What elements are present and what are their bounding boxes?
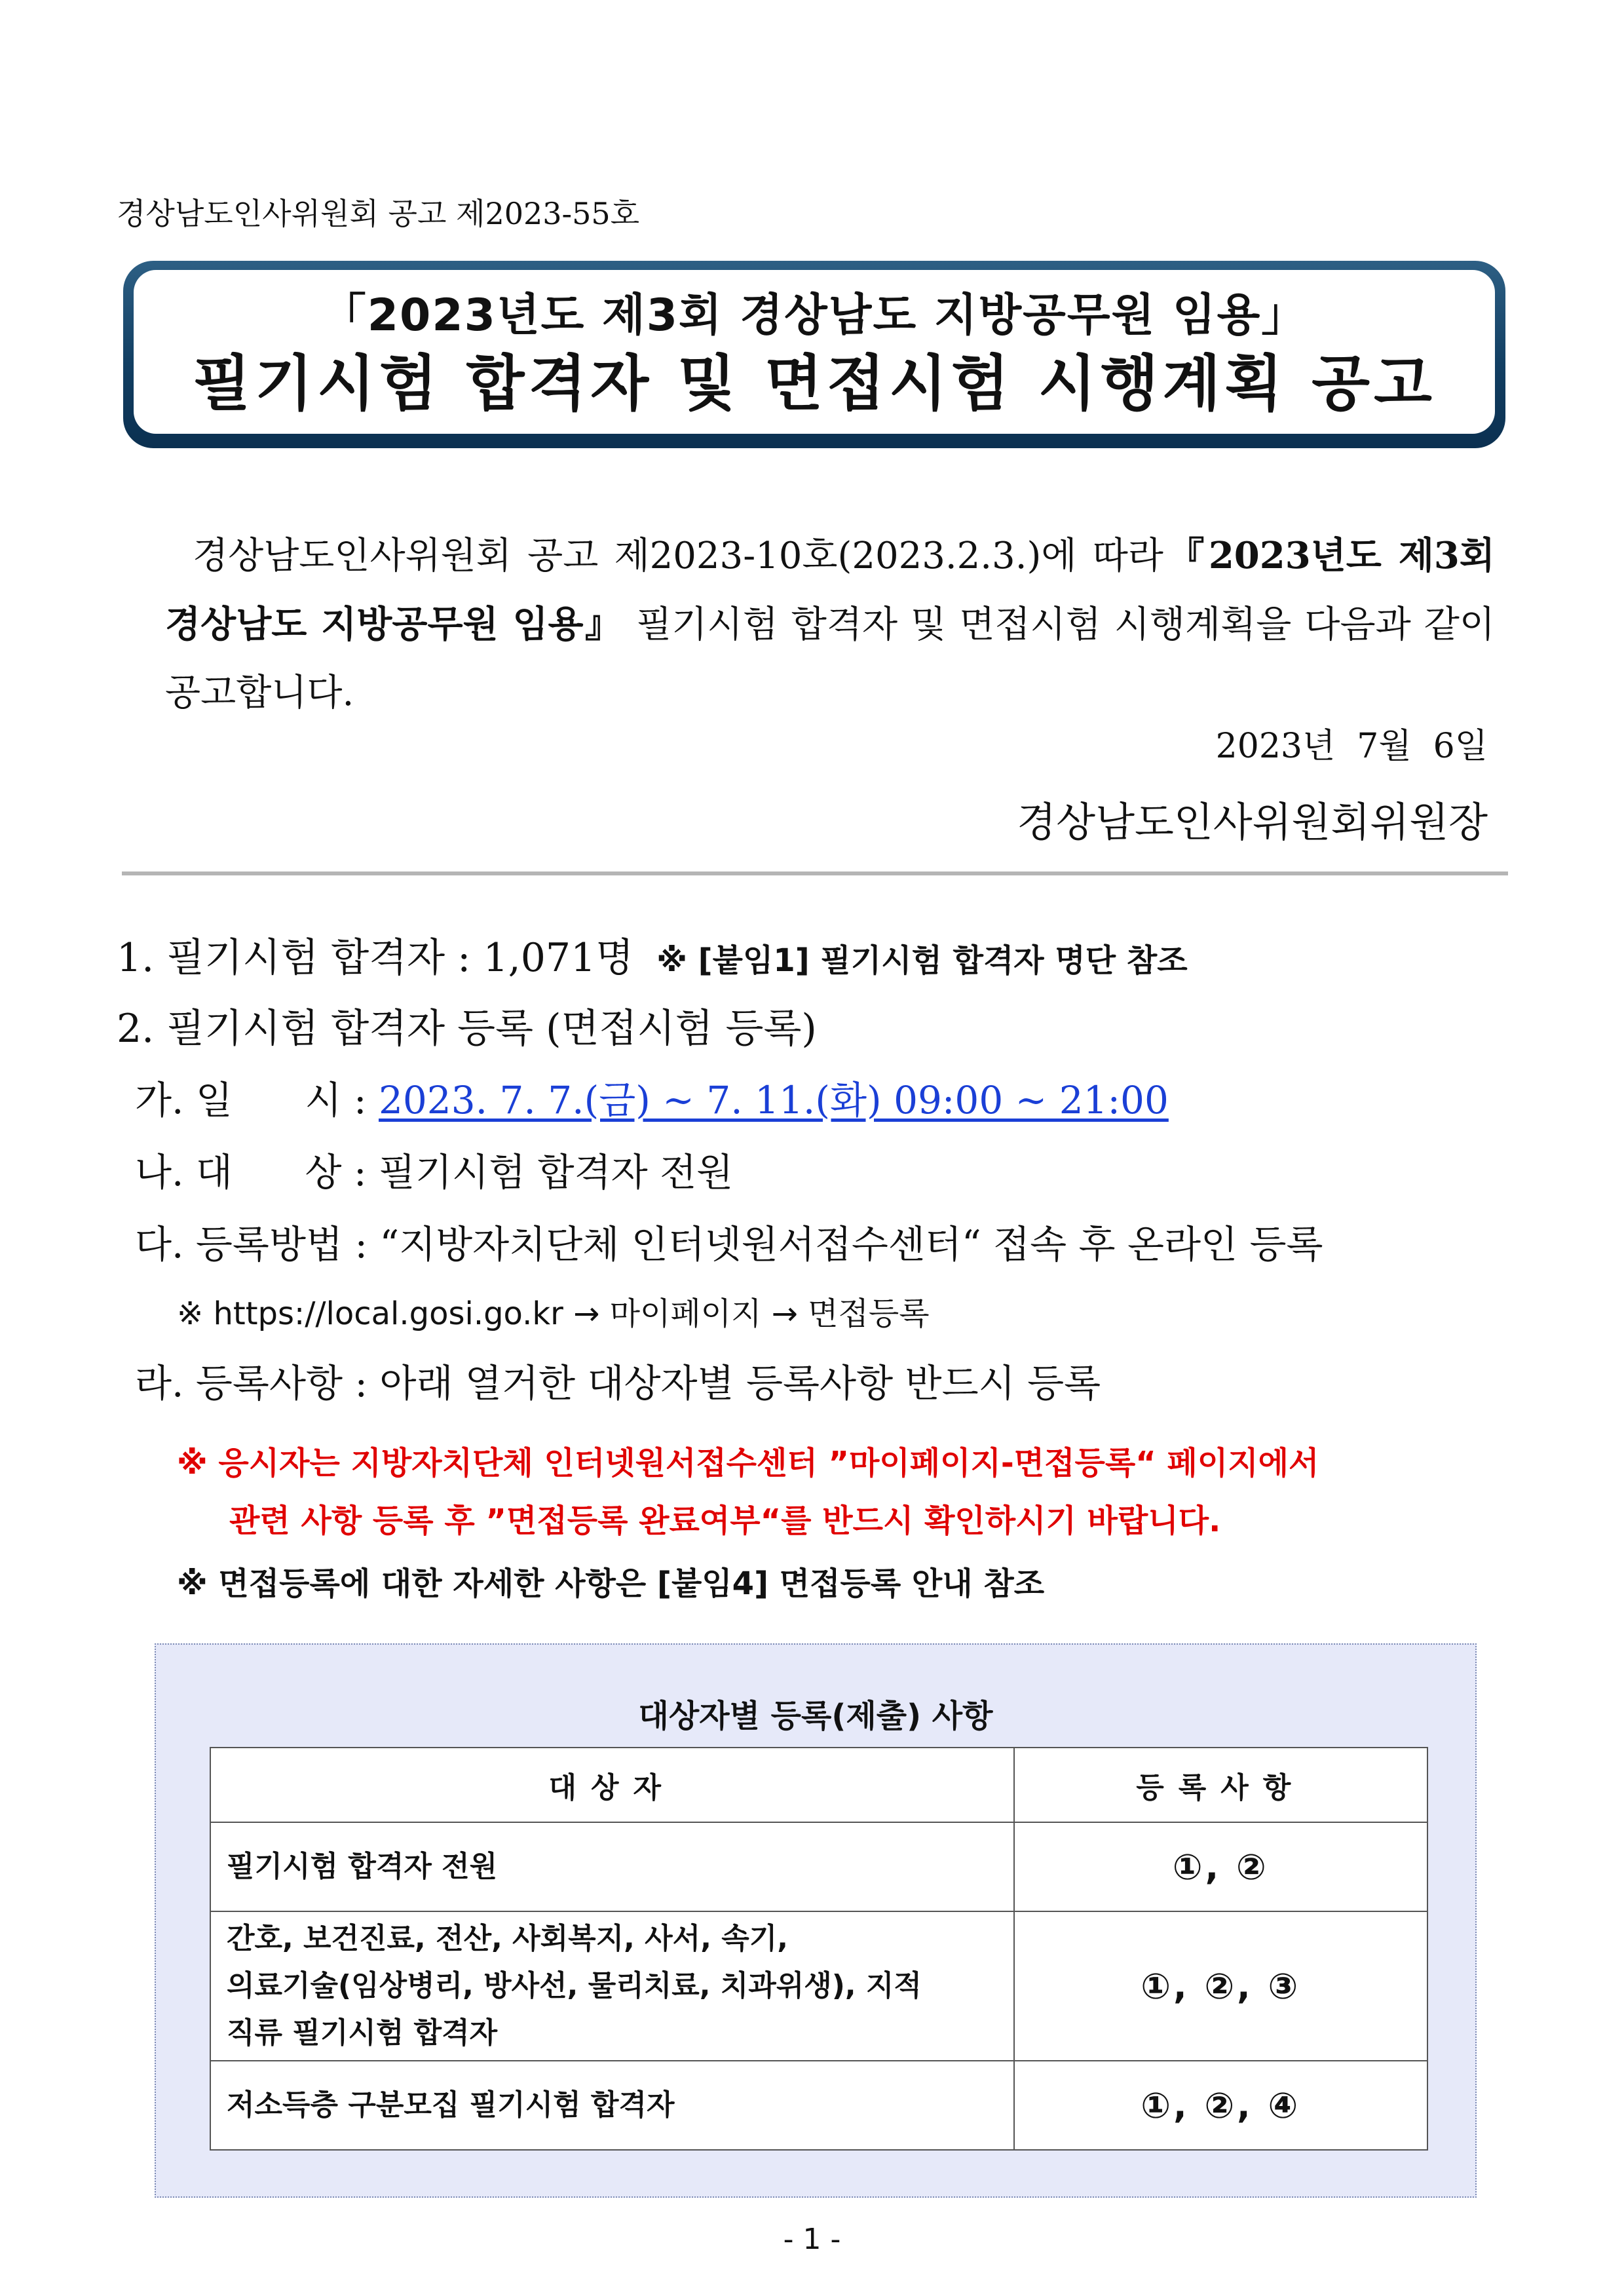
- item-items-label: 라. 등록사항 :: [135, 1361, 380, 1406]
- item-items: [135, 1352, 1101, 1407]
- item-target-value: 필기시험 합격자 전원: [379, 1150, 734, 1195]
- items-cell: ①, ②, ④: [1014, 2061, 1427, 2150]
- registration-table: [210, 1747, 1428, 2151]
- divider: [122, 871, 1508, 875]
- target-cell: [210, 1822, 1014, 1911]
- intro-paragraph: [165, 522, 1495, 727]
- section-2-label: 2. 필기시험 합격자 등록 (면접시험 등록): [117, 1006, 817, 1052]
- header-target: 대상자: [210, 1748, 1014, 1822]
- item-target-label: 나. 대 상 :: [135, 1150, 379, 1195]
- table-title: 대상자별 등록(제출) 사항: [638, 1698, 993, 1734]
- item-method-value: “지방자치단체 인터넷원서접수센터“ 접속 후 온라인 등록: [379, 1222, 1323, 1267]
- section-1-note: ※ [붙임1] 필기시험 합격자 명단 참조: [656, 942, 1188, 979]
- items-cell: ①, ②, ③: [1014, 1911, 1427, 2061]
- target-text: 직류 필기시험 합격자: [227, 2016, 498, 2050]
- title-line-2: 필기시험 합격자 및 면접시험 시행계획 공고: [193, 349, 1436, 419]
- item-schedule-label: 가. 일 시 :: [135, 1078, 379, 1122]
- table-row: [210, 1911, 1427, 2061]
- item-schedule: [135, 1069, 1169, 1124]
- item-target: [135, 1141, 733, 1196]
- item-method-label: 다. 등록방법 :: [135, 1222, 380, 1267]
- section-1-label: 1. 필기시험 합격자 : 1,071명: [117, 935, 634, 981]
- url-note: ※ https://local.gosi.go.kr → 마이페이지 → 면접등록: [177, 1295, 930, 1332]
- issuer-name: 경상남도인사위원회위원장: [1017, 798, 1488, 846]
- title-box: [134, 270, 1495, 434]
- notice-date: 2023년 7월 6일: [1215, 727, 1488, 766]
- items-cell: ①, ②: [1014, 1822, 1427, 1911]
- target-text: 의료기술(임상병리, 방사선, 물리치료, 치과위생), 지적: [227, 1969, 922, 2002]
- intro-text-part1: 경상남도인사위원회 공고 제2023-10호(2023.2.3.)에 따라: [193, 535, 1163, 577]
- table-row: [210, 1822, 1427, 1911]
- title-banner: [123, 261, 1505, 448]
- section-1: [117, 927, 1188, 983]
- page-number: - 1 -: [783, 2223, 841, 2256]
- target-text: 간호, 보건진료, 전산, 사회복지, 사서, 속기,: [227, 1922, 788, 1955]
- target-text: 필기시험 합격자 전원: [227, 1850, 498, 1883]
- red-note-line-1: ※ 응시자는 지방자치단체 인터넷원서접수센터 ”마이페이지-면접등록“ 페이지에서: [177, 1445, 1319, 1482]
- header-items: 등록사항: [1014, 1748, 1427, 1822]
- intro-quote: 『2023년도 제3회 경상남도 지방공무원 임용』: [165, 534, 1495, 646]
- title-line-1: 「2023년도 제3회 경상남도 지방공무원 임용」: [321, 290, 1308, 341]
- target-cell: [210, 1911, 1014, 2061]
- notice-number: 경상남도인사위원회 공고 제2023-55호: [117, 196, 640, 231]
- table-header-row: [210, 1748, 1427, 1822]
- registration-period: 2023. 7. 7.(금) ~ 7. 11.(화) 09:00 ~ 21:00: [379, 1078, 1169, 1122]
- item-items-value: 아래 열거한 대상자별 등록사항 반드시 등록: [379, 1361, 1101, 1406]
- red-note-line-2: 관련 사항 등록 후 ”면접등록 완료여부“를 반드시 확인하시기 바랍니다.: [229, 1502, 1221, 1539]
- table-row: [210, 2061, 1427, 2150]
- item-method: [135, 1214, 1323, 1269]
- intro-text-part2: 필기시험 합격자 및 면접시험 시행계획을 다음과 같이 공고합니다.: [165, 603, 1495, 714]
- registration-table-panel: [155, 1643, 1477, 2198]
- target-cell: [210, 2061, 1014, 2150]
- interview-registration-note: ※ 면접등록에 대한 자세한 사항은 [붙임4] 면접등록 안내 참조: [177, 1565, 1045, 1602]
- target-text: 저소득층 구분모집 필기시험 합격자: [227, 2088, 675, 2122]
